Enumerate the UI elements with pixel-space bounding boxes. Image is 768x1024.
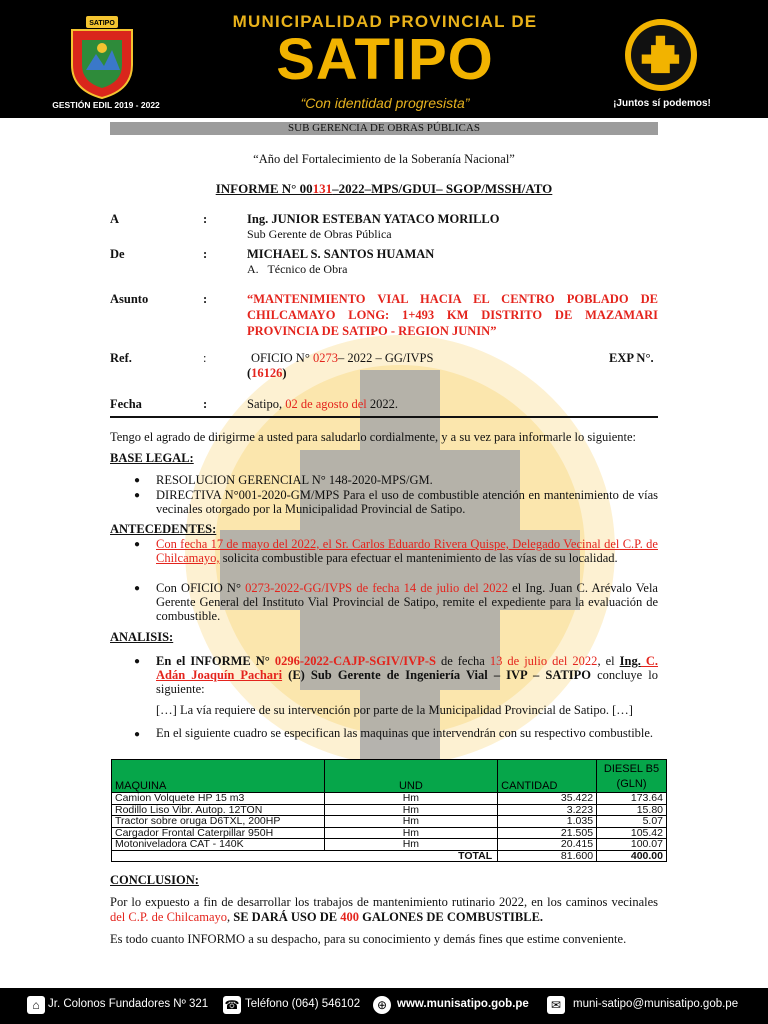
home-icon: ⌂: [27, 996, 45, 1014]
date-colon: :: [203, 397, 208, 411]
cell-diesel: 15.80: [597, 804, 667, 816]
footer-website[interactable]: www.munisatipo.gob.pe: [397, 998, 529, 1010]
base-legal-heading: BASE LEGAL:: [110, 451, 194, 465]
to-name: Ing. JUNIOR ESTEBAN YATACO MORILLO: [247, 212, 500, 226]
subject-label: Asunto: [110, 292, 149, 306]
header-und: UND: [324, 760, 498, 793]
from-role: A. Técnico de Obra: [247, 262, 348, 276]
total-label: TOTAL: [112, 850, 498, 862]
table-row: [112, 839, 667, 851]
cell-cantidad: 3.223: [498, 804, 597, 816]
antecedentes-item: Con fecha 17 de mayo del 2022, el Sr. Carlos Eduardo Rivera Quispe, Delegado Vecinal del C.P. de Chilcamayo, solicita combustible para efectuar el mantenimiento de las vías de su localidad.: [156, 537, 658, 565]
cell-diesel: 5.07: [597, 816, 667, 828]
footer-address: Jr. Colonos Fundadores Nº 321: [48, 998, 209, 1010]
header-cantidad: CANTIDAD: [498, 760, 597, 793]
cell-diesel: 100.07: [597, 839, 667, 851]
subject-text: “MANTENIMIENTO VIAL HACIA EL CENTRO POBLADO DE CHILCAMAYO LONG: 1+493 KM DISTRITO DE MAZAMARI PROVINCIA DE SATIPO - REGION JUNIN”: [247, 292, 658, 338]
cell-maquina: Camion Volquete HP 15 m3: [112, 793, 325, 805]
base-legal-item: RESOLUCION GERENCIAL N° 148-2020-MPS/GM.: [156, 473, 433, 487]
cell-und: Hm: [324, 827, 498, 839]
to-label: A: [110, 212, 120, 226]
slogan: “Con identidad progresista”: [300, 95, 470, 111]
cell-maquina: Rodillo Liso Vibr. Autop. 12TON: [112, 804, 325, 816]
phone-icon: ☎: [224, 998, 240, 1012]
header-diesel: DIESEL B5 (GLN): [597, 760, 667, 793]
exp-number: (16126): [247, 366, 287, 380]
cell-cantidad: 35.422: [498, 793, 597, 805]
bullet-icon: ●: [134, 475, 141, 486]
ref-oficio: OFICIO N° 0273– 2022 – GG/IVPS: [251, 351, 434, 365]
crest-label: SATIPO: [89, 20, 115, 27]
analisis-item: En el INFORME N° 0296-2022-CAJP-SGIV/IVP-S de fecha 13 de julio del 2022, el Ing. C. Adán Joaquín Pachari (E) Sub Gerente de Ingeniería Vial – IVP – SATIPO concluye lo siguiente:: [156, 654, 658, 696]
machinery-table: [111, 759, 667, 862]
from-label: De: [110, 247, 125, 261]
table-total-row: [112, 850, 667, 862]
gestion-label: GESTIÓN EDIL 2019 - 2022: [52, 100, 160, 110]
from-colon: :: [203, 247, 208, 261]
municipality-name: SATIPO: [276, 27, 494, 92]
to-colon: :: [203, 212, 208, 226]
municipal-crest-logo: [62, 10, 142, 100]
cell-cantidad: 20.415: [498, 839, 597, 851]
table-row: [112, 793, 667, 805]
cell-cantidad: 1.035: [498, 816, 597, 828]
ref-colon: :: [203, 351, 207, 365]
analisis-item: En el siguiente cuadro se especifican las maquinas que intervendrán con su respectivo combustible.: [156, 726, 654, 740]
report-title: INFORME N° 00131–2022–MPS/GDUI– SGOP/MSSH/ATO: [215, 181, 553, 196]
subject-colon: :: [203, 292, 208, 306]
analisis-quote: […] La vía requiere de su intervención por parte de la Municipalidad Provincial de Satipo. […]: [156, 703, 633, 717]
juntos-slogan: ¡Juntos sí podemos!: [613, 98, 711, 109]
to-role: Sub Gerente de Obras Pública: [247, 227, 392, 241]
from-name: MICHAEL S. SANTOS HUAMAN: [247, 247, 435, 261]
footer-bar: [0, 988, 768, 1024]
date-label: Fecha: [110, 397, 142, 411]
total-diesel: 400.00: [597, 850, 667, 862]
report-number: 131: [312, 181, 333, 196]
table-row: [112, 827, 667, 839]
department-banner: SUB GERENCIA DE OBRAS PÚBLICAS: [110, 122, 658, 135]
antecedentes-heading: ANTECEDENTES:: [110, 522, 217, 536]
bullet-icon: ●: [134, 583, 141, 594]
exp-label: EXP N°.: [609, 351, 654, 365]
footer-phone: Teléfono (064) 546102: [245, 998, 361, 1010]
municipality-heading: MUNICIPALIDAD PROVINCIAL DE: [232, 12, 538, 31]
cross-seal-logo: [623, 17, 699, 93]
bullet-icon: ●: [134, 656, 141, 667]
conclusion-heading: CONCLUSION:: [110, 873, 199, 887]
cell-und: Hm: [324, 793, 498, 805]
conclusion-paragraph: Por lo expuesto a fin de desarrollar los trabajos de mantenimiento rutinario 2022, en los caminos vecinales del C.P. de Chilcamayo, SE DARÁ USO DE 400 GALONES DE COMBUSTIBLE.: [110, 895, 658, 924]
divider: [110, 416, 658, 418]
cell-maquina: Motoniveladora CAT - 140K: [112, 839, 325, 851]
year-motto: “Año del Fortalecimiento de la Soberanía Nacional”: [253, 152, 515, 166]
letterhead: [0, 0, 768, 118]
cell-diesel: 173.64: [597, 793, 667, 805]
bullet-icon: ●: [134, 539, 141, 550]
antecedentes-item: Con OFICIO N° 0273-2022-GG/IVPS de fecha 14 de julio del 2022 el Ing. Juan C. Arévalo Vela Gerente General del Instituto Vial Provincial de Satipo, remite el expediente para la evaluación de combustible.: [156, 581, 658, 623]
base-legal-item: DIRECTIVA N°001-2020-GM/MPS Para el uso de combustible atención en mantenimiento de vías vecinales otorgado por la Municipalidad Provincial de Satipo.: [156, 488, 658, 516]
footer-email[interactable]: muni-satipo@munisatipo.gob.pe: [573, 998, 739, 1010]
intro-paragraph: Tengo el agrado de dirigirme a usted para saludarlo cordialmente, y a su vez para informarle lo siguiente:: [110, 430, 637, 444]
bullet-icon: ●: [134, 490, 141, 501]
cell-diesel: 105.42: [597, 827, 667, 839]
table-row: [112, 804, 667, 816]
cell-maquina: Tractor sobre oruga D6TXL, 200HP: [112, 816, 325, 828]
cell-cantidad: 21.505: [498, 827, 597, 839]
header-maquina: MAQUINA: [112, 760, 325, 793]
cell-und: Hm: [324, 804, 498, 816]
analisis-heading: ANALISIS:: [110, 630, 174, 644]
closing-paragraph: Es todo cuanto INFORMO a su despacho, para su conocimiento y demás fines que estime conveniente.: [110, 932, 627, 946]
cell-und: Hm: [324, 839, 498, 851]
mail-icon: ✉: [547, 996, 565, 1014]
ref-label: Ref.: [110, 351, 132, 365]
date-value: Satipo, 02 de agosto del 2022.: [247, 397, 399, 411]
bullet-icon: ●: [134, 729, 141, 740]
cell-maquina: Cargador Frontal Caterpillar 950H: [112, 827, 325, 839]
table-row: [112, 816, 667, 828]
total-cantidad: 81.600: [498, 850, 597, 862]
globe-icon: ⊕: [373, 996, 391, 1014]
cell-und: Hm: [324, 816, 498, 828]
